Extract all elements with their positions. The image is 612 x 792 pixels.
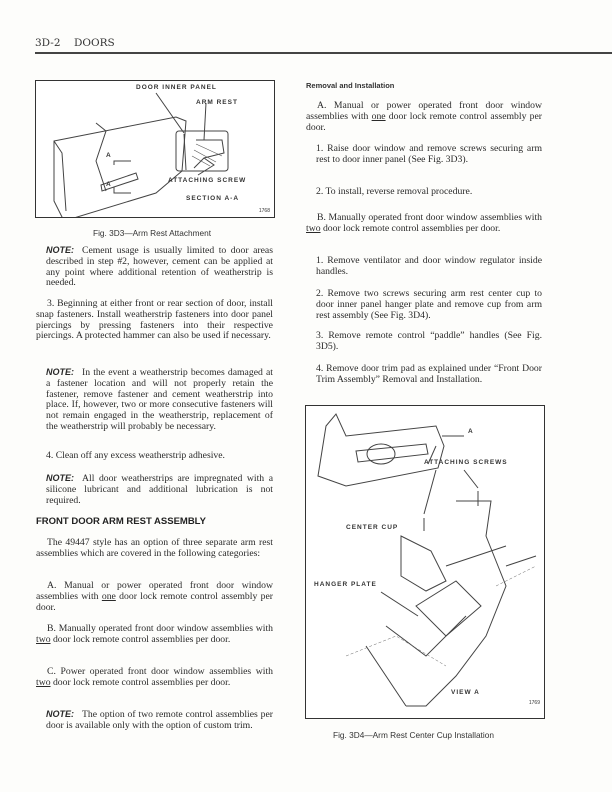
underlined-text: two — [306, 222, 321, 234]
subheading: Removal and Installation — [306, 81, 395, 90]
step-b2: 2. Remove two screws securing arm rest center cup to door inner panel hanger plate and remove cup from arm rest assembly (See Fig. 3D4). — [316, 288, 542, 321]
label-arm-rest: ARM REST — [196, 99, 238, 106]
underlined-text: one — [371, 110, 386, 122]
category-c — [36, 667, 273, 689]
section-title: DOORS — [74, 37, 115, 49]
text: C. Power operated front door window assemblies with — [47, 666, 273, 677]
note-label: NOTE: — [46, 709, 74, 719]
underlined-text: one — [101, 590, 116, 602]
step-b1: 1. Remove ventilator and door window regulator inside handles. — [316, 255, 542, 277]
step-b4: 4. Remove door trim pad as explained under “Front Door Trim Assembly” Removal and Installation. — [316, 363, 542, 385]
note-label: NOTE: — [46, 245, 74, 255]
figure-caption: Fig. 3D4—Arm Rest Center Cup Installation — [333, 730, 494, 740]
label-a: A — [468, 428, 474, 435]
step-4: 4. Clean off any excess weatherstrip adhesive. — [46, 450, 225, 461]
note-text: All door weatherstrips are impregnated with a silicone lubricant and additional lubrication is not required. — [46, 473, 273, 506]
text: door lock remote control assembly per door. — [36, 590, 273, 613]
category-a — [36, 581, 273, 613]
note-paragraph — [46, 709, 273, 732]
text: door lock remote control assembly per door. — [306, 110, 542, 133]
note-label: NOTE: — [46, 367, 74, 377]
step-a2: 2. To install, reverse removal procedure. — [316, 186, 473, 197]
note-text: The option of two remote control assemblies per door is available only with the option of custom trim. — [46, 709, 273, 731]
label-view-a: VIEW A — [451, 689, 480, 696]
label-center-cup: CENTER CUP — [346, 524, 399, 531]
section-heading: FRONT DOOR ARM REST ASSEMBLY — [36, 516, 206, 527]
underlined-text: two — [36, 633, 51, 645]
label-a: A — [106, 181, 112, 188]
figure-caption: Fig. 3D3—Arm Rest Attachment — [93, 228, 212, 238]
label-a: A — [106, 152, 112, 159]
label-hanger-plate: HANGER PLATE — [314, 581, 377, 588]
note-text: In the event a weatherstrip becomes damaged at a fastener location and will not properly retain the fastener, remove fastener and cement weatherstrip into place. If, however, two or more consecutive fasteners will not remain engaged in the weatherstrip, replacement of the weatherstrip will probably be necessary. — [46, 367, 273, 432]
text: door lock remote control assemblies per door. — [320, 222, 501, 234]
label-attaching-screw: ATTACHING SCREW — [168, 177, 247, 184]
step-b3: 3. Remove remote control “paddle” handles (See Fig. 3D5). — [316, 330, 542, 352]
figure-3d4 — [305, 405, 545, 719]
step-a1: 1. Raise door window and remove screws securing arm rest to door inner panel (See Fig. 3D3). — [316, 143, 542, 165]
note-label: NOTE: — [46, 473, 74, 483]
text: door lock remote control assemblies per door. — [50, 676, 231, 688]
text: B. Manually operated front door window assemblies with — [47, 623, 273, 634]
text: door lock remote control assemblies per door. — [50, 633, 231, 645]
figure-3d3 — [35, 80, 275, 218]
label-door-inner-panel: DOOR INNER PANEL — [136, 84, 217, 91]
step-3: 3. Beginning at either front or rear section of door, install snap fasteners. Install weatherstrip fasteners into door panel piercings by pressing fasteners into their respective piercings. A protected hammer can also be used if necessary. — [36, 298, 273, 342]
note-paragraph — [46, 473, 273, 506]
category-b — [306, 213, 542, 235]
category-b — [36, 624, 273, 646]
note-paragraph — [46, 367, 273, 433]
page-number: 3D-2 — [35, 37, 61, 49]
center-cup-illustration — [306, 406, 544, 718]
underlined-text: two — [36, 676, 51, 688]
label-section-a-a: SECTION A-A — [186, 195, 240, 202]
figure-number: 1768 — [258, 208, 270, 214]
note-text: Cement usage is usually limited to door areas described in step #2, however, cement can be applied at any point where additional retention of weatherstrip is needed. — [46, 245, 273, 289]
text: B. Manually operated front door window assemblies with — [317, 212, 542, 223]
label-attaching-screws: ATTACHING SCREWS — [424, 459, 508, 466]
note-paragraph — [46, 245, 273, 289]
text: A. Manual or power operated front door window assemblies with — [36, 580, 273, 602]
intro-paragraph: The 49447 style has an option of three separate arm rest assemblies which are covered in the following categories: — [36, 537, 273, 559]
figure-number: 1769 — [528, 700, 540, 706]
text: A. Manual or power operated front door window assemblies with — [306, 100, 542, 122]
category-a — [306, 101, 542, 133]
header-rule — [35, 52, 612, 54]
